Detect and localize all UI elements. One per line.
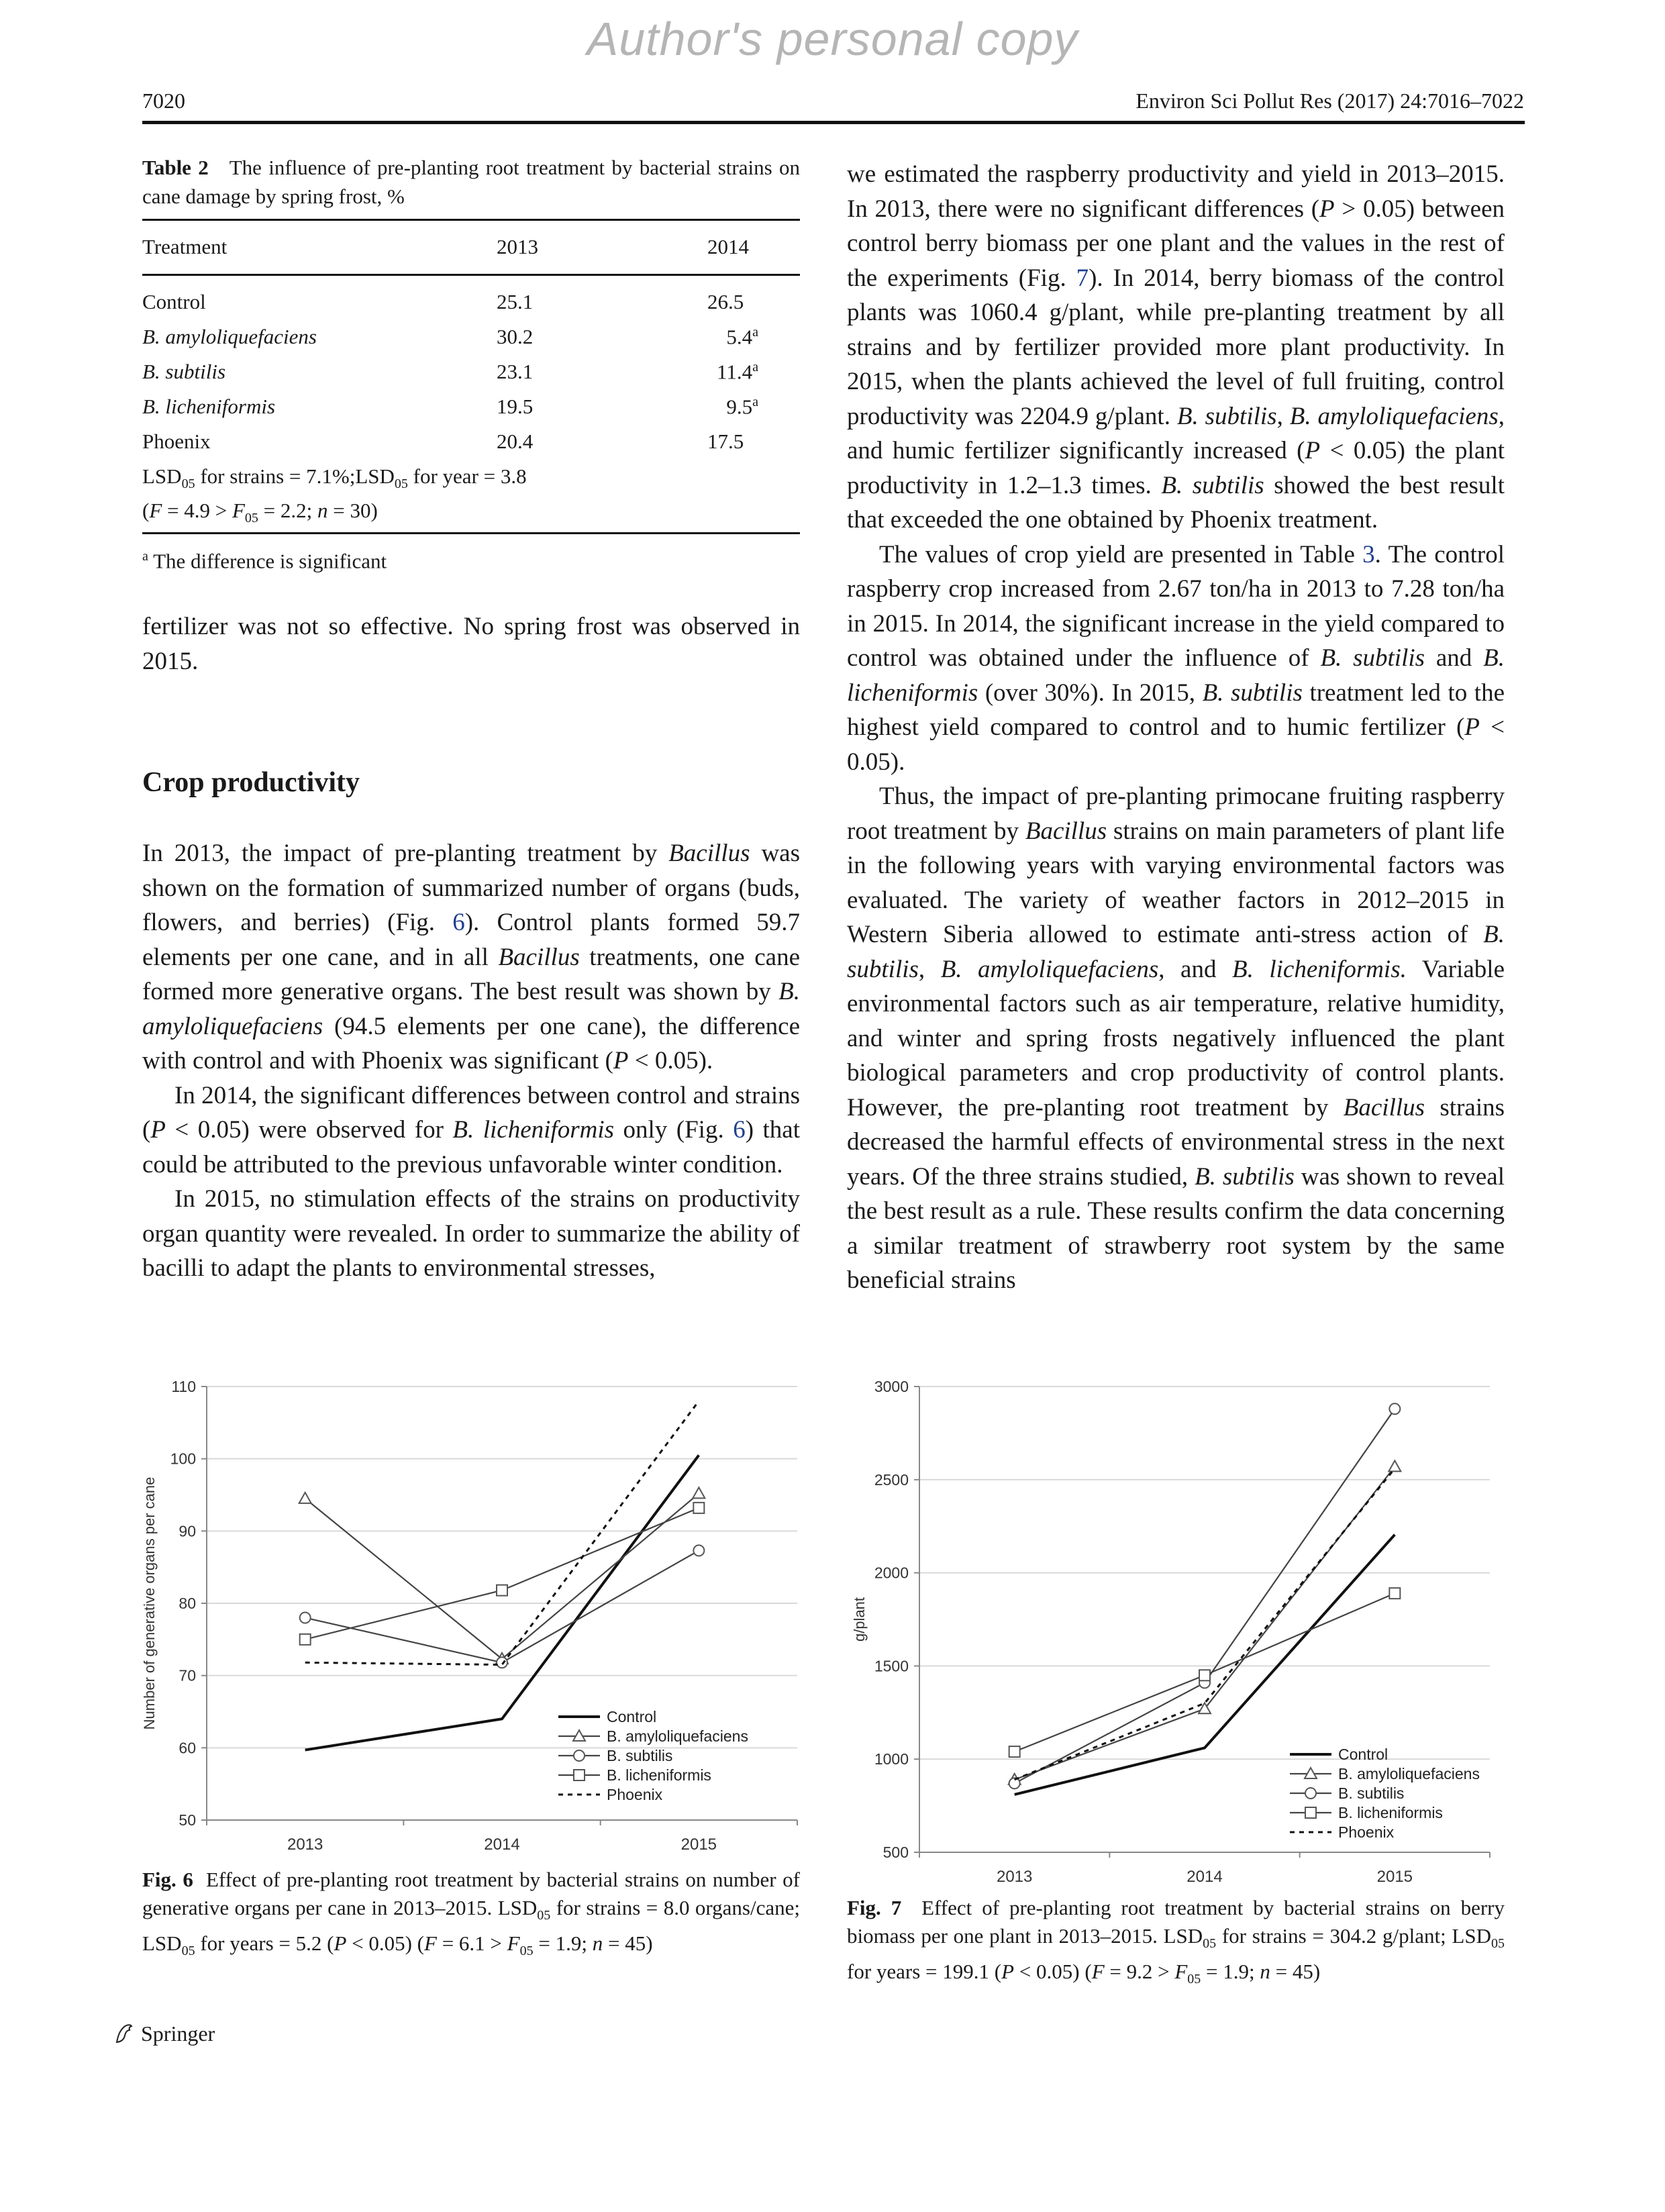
right-paragraph-3: Thus, the impact of pre-planting primocane fruiting raspberry root treatment by Bacillus strains on main parameters of plant life in the following years with varying environmental factors was evaluated. The variety of weather factors in 2012–2015 in Western Siberia allowed to estimate anti-stress action of B. subtilis, B. amyloliquefaciens, and B. licheniformis. Variable environmental factors such as air temperature, relative humidity, and winter and spring frosts negatively influenced the plant biological parameters and crop productivity of control plants. However, the pre-planting root treatment by Bacillus strains decreased the harmful effects of environmental stress in the next years. Of the three strains studied, B. subtilis was shown to reveal the best result as a rule. These results confirm the data concerning a similar treatment of strawberry root system by the same beneficial strains <box>847 783 1505 1294</box>
legend-entry: Phoenix <box>1338 1823 1395 1841</box>
y-tick-label: 2500 <box>874 1470 909 1489</box>
springer-label: Springer <box>141 2021 215 2046</box>
series-line <box>305 1493 699 1659</box>
y-tick-label: 500 <box>882 1844 909 1861</box>
table2-cell-2013: 25.1 <box>497 290 534 313</box>
table2-row-name: B. amyloliquefaciens <box>142 325 317 348</box>
square-marker <box>693 1503 704 1513</box>
y-tick-label: 100 <box>170 1450 196 1468</box>
y-tick-label: 110 <box>171 1378 196 1395</box>
fig7-chart <box>847 1369 1525 1893</box>
table2-rule-header <box>142 274 800 276</box>
table2-cell-2013: 23.1 <box>497 360 534 383</box>
series-line <box>1015 1466 1395 1779</box>
left-paragraph-3: In 2014, the significant differences between control and strains (P < 0.05) were observed for B. licheniformis only (Fig. 6) that could be attributed to the previous unfavorable winter condition. <box>142 1081 800 1178</box>
legend-entry: Control <box>607 1708 657 1725</box>
y-tick-label: 2000 <box>874 1564 909 1582</box>
y-tick-label: 3000 <box>874 1378 909 1395</box>
triangle-marker <box>1389 1460 1401 1471</box>
y-tick-label: 70 <box>179 1666 196 1685</box>
square-marker <box>497 1585 507 1596</box>
series-line <box>305 1550 699 1662</box>
legend-entry: B. amyloliquefaciens <box>607 1727 748 1745</box>
left-column-upper <box>142 609 800 678</box>
left-paragraph-1: fertilizer was not so effective. No spring frost was observed in 2015. <box>142 613 800 675</box>
y-tick-label: 80 <box>179 1595 196 1612</box>
left-paragraph-4: In 2015, no stimulation effects of the strains on productivity organ quantity were revealed. In order to summarize the ability of bacilli to adapt the plants to environmental stresses, <box>142 1185 800 1282</box>
triangle-marker <box>693 1487 705 1498</box>
table2-rule-bottom <box>142 532 800 534</box>
table2-row-name: B. subtilis <box>142 360 226 383</box>
table2-cell-2013: 30.2 <box>497 325 534 348</box>
square-marker <box>1389 1588 1400 1599</box>
y-axis-label: Number of generative organs per cane <box>141 1476 158 1730</box>
significance-mark: a <box>752 360 758 374</box>
table2-col-treatment: Treatment <box>142 235 228 258</box>
series-line <box>305 1455 699 1750</box>
y-tick-label: 1500 <box>874 1657 909 1675</box>
x-tick-label: 2014 <box>1187 1868 1223 1886</box>
table2-cell-2014: 26.5 <box>707 290 744 313</box>
right-paragraph-2: The values of crop yield are presented in Table 3. The control raspberry crop increased from 2.67 ton/ha in 2013 to 7.28 ton/ha in 2015. In 2014, the significant increase in the yield compared to control was obtained under the influence of B. subtilis and B. licheniformis (over 30%). In 2015, B. subtilis treatment led to the highest yield compared to control and to humic fertilizer (P < 0.05). <box>847 540 1505 776</box>
series-line <box>1015 1409 1395 1783</box>
series-line <box>305 1508 699 1640</box>
section-heading-crop-productivity: Crop productivity <box>142 767 360 798</box>
fig7-caption <box>847 1894 1505 1993</box>
table2-lsd-line2: ($F = 4.9 > F_{05} = 2.2$; n = 30) <box>142 499 378 526</box>
y-tick-label: 1000 <box>874 1750 909 1768</box>
table2-row-name: Phoenix <box>142 430 211 453</box>
table2-footnote <box>142 549 387 573</box>
table2-caption-text: The influence of pre-planting root treatment by bacterial strains on cane damage by spring frost, % <box>142 156 800 208</box>
y-tick-label: 90 <box>179 1522 196 1540</box>
right-paragraph-1: we estimated the raspberry productivity and yield in 2013–2015. In 2013, there were no significant differences (P > 0.05) between control berry biomass per one plant and the values in the rest of the experiments (Fig. 7). In 2014, berry biomass of the control plants was 1060.4 g/plant, while pre-planting treatment by all strains and by fertilizer provided more plant productivity. In 2015, when the plants achieved the level of full fruiting, control productivity was 2204.9 g/plant. B. subtilis, B. amyloliquefaciens, and humic fertilizer significantly increased (P < 0.05) the plant productivity in 1.2–1.3 times. B. subtilis showed the best result that exceeded the one obtained by Phoenix treatment. <box>847 160 1505 534</box>
fig7-label: Fig. 7 <box>847 1896 902 1919</box>
square-marker <box>1009 1746 1020 1757</box>
square-marker <box>1305 1807 1316 1818</box>
table2-row-name: Control <box>142 290 206 313</box>
footnote-mark: a <box>142 549 148 564</box>
square-marker <box>300 1634 311 1645</box>
footnote-text: The difference is significant <box>153 549 387 573</box>
legend-entry: B. subtilis <box>1338 1784 1405 1802</box>
left-paragraph-2: In 2013, the impact of pre-planting treatment by Bacillus was shown on the formation of summarized number of organs (buds, flowers, and berries) (Fig. 6). Control plants formed 59.7 elements per one cane, and in all Bacillus treatments, one cane formed more generative organs. The best result was shown by B. amyloliquefaciens (94.5 elements per one cane), the difference with control and with Phoenix was significant (P < 0.05). <box>142 840 801 1074</box>
fig6-caption <box>142 1866 800 1965</box>
circle-marker <box>300 1613 311 1623</box>
left-column-section <box>142 765 800 800</box>
table2-cell-2013: 19.5 <box>497 395 534 418</box>
table2-row-name: B. licheniformis <box>142 395 276 418</box>
table2-col-2013: 2013 <box>497 235 538 258</box>
x-tick-label: 2014 <box>484 1836 520 1854</box>
fig6-caption-text: Effect of pre-planting root treatment by bacterial strains on number of generative organs per cane in 2013–2015. $LSD_{05}$ for strains = 8.0 organs/cane; $LSD_{05}$ for years = 5.2 (P < 0.05) ($F = 6.1 > F_{05} = 1.9$; n = 45) <box>142 1868 801 1959</box>
table2-cell-2014: 5.4$^a$ <box>726 325 758 349</box>
watermark: Author's personal copy <box>587 13 1078 65</box>
fig6-chart <box>134 1369 812 1866</box>
table2-rule-top <box>142 219 800 221</box>
right-column-body <box>847 157 1505 1298</box>
table2-label: Table 2 <box>142 156 209 179</box>
legend-entry: B. amyloliquefaciens <box>1338 1765 1480 1782</box>
table2-caption <box>142 153 800 211</box>
legend-entry: B. licheniformis <box>1338 1804 1443 1821</box>
square-marker <box>574 1770 585 1780</box>
header-rule <box>142 121 1525 124</box>
circle-marker <box>693 1545 704 1556</box>
circle-marker <box>574 1750 585 1761</box>
table2-cell-2014: 17.5 <box>707 430 744 453</box>
table2-lsd-line1: $LSD_{05}$ for strains = $7.1\%;LSD_{05}$ for year = 3.8 <box>142 464 527 492</box>
left-column-body <box>142 836 800 1286</box>
triangle-marker <box>299 1493 311 1503</box>
x-tick-label: 2015 <box>1376 1868 1413 1886</box>
table2-lsd <box>142 463 800 532</box>
legend-entry: Control <box>1338 1746 1389 1763</box>
legend-entry: B. licheniformis <box>607 1766 711 1784</box>
journal-header: Environ Sci Pollut Res (2017) 24:7016–7022 <box>1136 89 1524 113</box>
springer-horse-icon <box>113 2022 136 2045</box>
circle-marker <box>497 1657 507 1668</box>
y-axis-label: g/plant <box>851 1597 868 1642</box>
circle-marker <box>1389 1403 1400 1414</box>
table2-cell-2014: 11.4$^a$ <box>717 360 758 384</box>
x-tick-label: 2015 <box>680 1836 717 1854</box>
x-tick-label: 2013 <box>287 1836 323 1854</box>
y-tick-label: 60 <box>179 1739 196 1757</box>
fig7-caption-text: Effect of pre-planting root treatment by bacterial strains on berry biomass per one plant in 2013–2015. $LSD_{05}$ for strains = 304.2 g/plant; $LSD_{05}$ for years = 199.1 (P < 0.05) ($F = 9.2 > F_{05} = 1.9$; n = 45) <box>847 1896 1505 1987</box>
page-number: 7020 <box>142 89 185 113</box>
fig6-label: Fig. 6 <box>142 1868 193 1891</box>
table2-col-2014: 2014 <box>707 235 749 258</box>
circle-marker <box>1305 1788 1316 1799</box>
x-tick-label: 2013 <box>996 1868 1033 1886</box>
square-marker <box>1199 1670 1210 1680</box>
legend-entry: B. subtilis <box>607 1747 673 1764</box>
series-line <box>1015 1468 1395 1780</box>
springer-footer <box>113 2021 215 2046</box>
table2-cell-2013: 20.4 <box>497 430 534 453</box>
y-tick-label: 50 <box>179 1811 196 1829</box>
legend-entry: Phoenix <box>607 1786 663 1803</box>
significance-mark: a <box>752 325 758 340</box>
table2-cell-2014: 9.5$^a$ <box>726 395 758 419</box>
significance-mark: a <box>752 395 758 409</box>
